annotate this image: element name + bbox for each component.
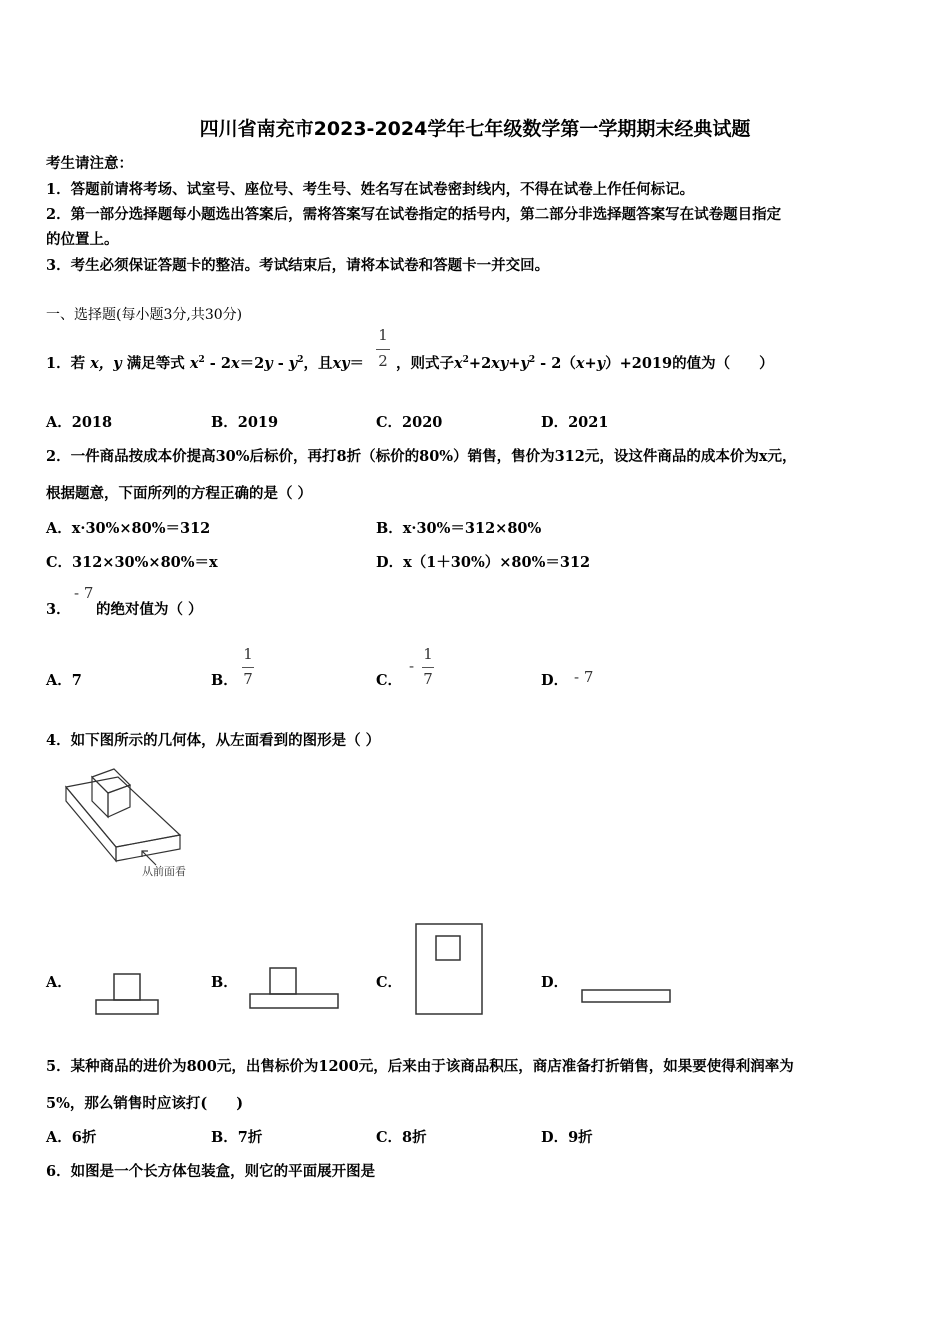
q5-option-a[interactable]: A．6折: [46, 1129, 97, 1146]
q1-option-d[interactable]: D．2021: [541, 414, 609, 431]
q2-option-b[interactable]: B．x·30%＝312×80%: [376, 520, 542, 537]
q3-option-a[interactable]: A．7: [46, 672, 82, 689]
q3-value: - 7: [74, 584, 94, 602]
q4-option-a[interactable]: A．: [46, 974, 72, 991]
q1-stem-tail: ，则式子$x^2+2xy+y^2 - 2(x+y)+2019$的值为（ ）: [396, 355, 774, 372]
q2-option-c[interactable]: C．312×30%×80%＝x: [46, 554, 218, 571]
notice-item-3: 3．考生必须保证答题卡的整洁。考试结束后，请将本试卷和答题卡一并交回。: [46, 257, 550, 274]
q4-option-c-figure: [414, 922, 486, 1018]
q3-c-den: 7: [423, 670, 433, 688]
q2-option-d[interactable]: D．x（1＋30%）×80%＝312: [376, 554, 591, 571]
q2-stem-line2: 根据题意，下面所列的方程正确的是（ ）: [46, 485, 313, 502]
q3-stem: 的绝对值为（ ）: [96, 601, 203, 618]
q1-stem-a: 1．若: [46, 355, 86, 372]
notice-item-2-cont: 的位置上。: [46, 231, 119, 248]
q4-figure-caption: 从前面看: [142, 865, 186, 878]
q5-option-c[interactable]: C．8折: [376, 1129, 427, 1146]
q4-stem: 4．如下图所示的几何体，从左面看到的图形是（ ）: [46, 732, 381, 749]
q5-stem-line2: 5%，那么销售时应该打( ): [46, 1095, 244, 1112]
q4-option-c[interactable]: C．: [376, 974, 403, 991]
q3-c-num: 1: [423, 645, 433, 663]
section-heading: 一、选择题(每小题3分,共30分): [46, 307, 243, 323]
q3-d-value: - 7: [574, 668, 594, 686]
q1-stem-d: ，则式子: [396, 355, 454, 372]
q1-frac-num: 1: [378, 326, 388, 344]
q3-option-c[interactable]: C．: [376, 672, 403, 689]
q3-b-den: 7: [243, 670, 253, 688]
q1-stem-e: +2019的值为（ ）: [619, 355, 774, 372]
q3-option-d[interactable]: D．: [541, 672, 569, 689]
q6-stem: 6．如图是一个长方体包装盒，则它的平面展开图是: [46, 1163, 376, 1180]
q5-stem-line1: 5．某种商品的进价为800元，出售标价为1200元，后来由于该商品积压，商店准备打折销售，如果要使得利润率为: [46, 1058, 794, 1075]
q3-option-b[interactable]: B．: [211, 672, 238, 689]
notice-heading: 考生请注意：: [46, 155, 133, 172]
q1-option-b[interactable]: B．2019: [211, 414, 279, 431]
q4-option-a-figure: [94, 972, 164, 1017]
q4-option-b-figure: [248, 966, 343, 1011]
page-title: 四川省南充市2023-2024学年七年级数学第一学期期末经典试题: [199, 118, 751, 140]
q1-stem-c: ，且: [303, 355, 333, 372]
q1-stem: 1．若 x，y 满足等式 $x^2 - 2x=2y - y^2$，且xy＝: [46, 355, 365, 372]
q4-option-d-figure: [580, 988, 675, 1008]
q5-option-b[interactable]: B．7折: [211, 1129, 263, 1146]
notice-item-2: 2．第一部分选择题每小题选出答案后，需将答案写在试卷指定的括号内，第二部分非选择题答案写在试卷题目指定: [46, 206, 782, 223]
q4-option-b[interactable]: B．: [211, 974, 238, 991]
q1-stem-b: 满足等式: [126, 355, 185, 372]
q3-b-num: 1: [243, 645, 253, 663]
notice-item-1: 1．答题前请将考场、试室号、座位号、考生号、姓名写在试卷密封线内，不得在试卷上作任何标记。: [46, 181, 695, 198]
q4-option-d[interactable]: D．: [541, 974, 569, 991]
q2-stem-line1: 2．一件商品按成本价提高30%后标价，再打8折（标价的80%）销售，售价为312元，设这件商品的成本价为x元，: [46, 448, 797, 465]
q5-option-d[interactable]: D．9折: [541, 1129, 593, 1146]
q1-option-c[interactable]: C．2020: [376, 414, 443, 431]
q3-c-sign: -: [409, 657, 415, 675]
q1-frac-den: 2: [378, 352, 388, 370]
q2-option-a[interactable]: A．x·30%×80%＝312: [46, 520, 211, 537]
q1-option-a[interactable]: A．2018: [46, 414, 113, 431]
q3-number: 3．: [46, 601, 71, 618]
